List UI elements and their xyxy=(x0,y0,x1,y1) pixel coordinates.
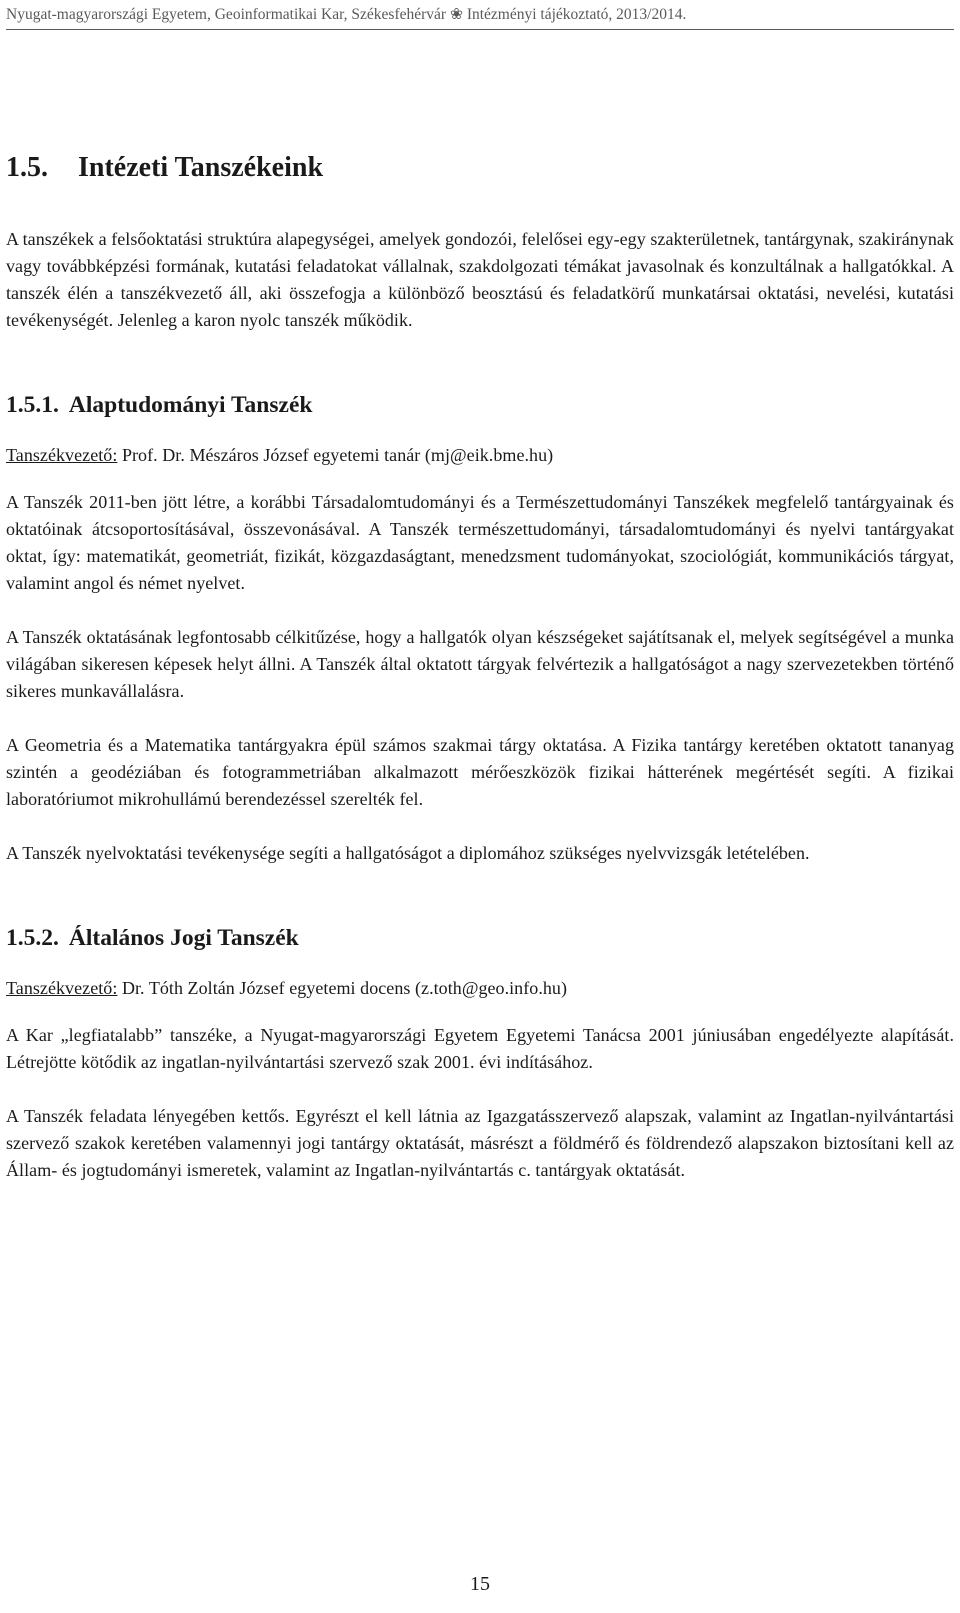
subsection-heading xyxy=(6,390,954,420)
subsection-alaptudomanyi xyxy=(6,390,954,867)
department-head-value: Prof. Dr. Mészáros József egyetemi tanár (mj@eik.bme.hu) xyxy=(117,445,554,465)
subsection-heading xyxy=(6,923,954,953)
running-header: Nyugat-magyarországi Egyetem, Geoinformatikai Kar, Székesfehérvár ❀ Intézményi tájékoztató, 2013/2014. xyxy=(6,5,954,30)
subsection-number: 1.5.2. xyxy=(6,925,59,951)
body-paragraph: A Kar „legfiatalabb” tanszéke, a Nyugat-magyarországi Egyetem Egyetemi Tanácsa 2001 júniusában engedélyezte alapítását. Létrejötte kötődik az ingatlan-nyilvántartási szervező szak 2001. évi indításához. xyxy=(6,1025,954,1072)
department-head-line xyxy=(6,442,954,469)
department-head-line xyxy=(6,975,954,1002)
department-head-label: Tanszékvezető: xyxy=(6,445,118,465)
body-paragraph: A Tanszék feladata lényegében kettős. Egyrészt el kell látnia az Igazgatásszervező alapszak, valamint az Ingatlan-nyilvántartási szervező szakok keretében valamennyi jogi tantárgy oktatását, másrészt a földmérő és földrendező alapszakon biztosítani kell az Állam- és jogtudományi ismeretek, valamint az Ingatlan-nyilvántartás c. tantárgyak oktatását. xyxy=(6,1106,954,1180)
subsection-title: Alaptudományi Tanszék xyxy=(68,392,313,418)
subsection-altalanos-jogi xyxy=(6,923,954,1184)
department-head-value: Dr. Tóth Zoltán József egyetemi docens (z.toth@geo.info.hu) xyxy=(117,978,568,998)
section-title: Intézeti Tanszékeink xyxy=(78,152,324,183)
body-paragraph: A Tanszék 2011-ben jött létre, a korábbi Társadalomtudományi és a Természettudományi Tanszékek megfelelő tantárgyainak és oktatóinak átcsoportosításával, összevonásával. A Tanszék természettudományi, társadalomtudományi és nyelvi tantárgyakat oktat, így: matematikát, geometriát, fizikát, közgazdaságtant, menedzsment tudományokat, szociológiát, kommunikációs tárgyat, valamint angol és német nyelvet. xyxy=(6,492,954,593)
document-body xyxy=(6,150,954,1211)
department-head-label: Tanszékvezető: xyxy=(6,978,118,998)
subsection-number: 1.5.1. xyxy=(6,392,59,418)
body-paragraph: A Tanszék nyelvoktatási tevékenysége segíti a hallgatóságot a diplomához szükséges nyelvvizsgák letételében. xyxy=(6,843,810,863)
subsection-title: Általános Jogi Tanszék xyxy=(68,925,299,951)
page-number: 15 xyxy=(470,1573,490,1595)
section-heading xyxy=(6,150,954,186)
body-paragraph: A Tanszék oktatásának legfontosabb célkitűzése, hogy a hallgatók olyan készségeket sajátítsanak el, melyek segítségével a munka világában sikeresen képesek helyt állni. A Tanszék által oktatott tárgyak felvértezik a hallgatóságot a nagy szervezetekben történő sikeres munkavállalásra. xyxy=(6,627,954,701)
section-intro-paragraph: A tanszékek a felsőoktatási struktúra alapegységei, amelyek gondozói, felelősei egy-egy szakterületnek, tantárgynak, szakiránynak vagy továbbképzési formának, kutatási feladatokat vállalnak, szakdolgozati témákat javasolnak és konzultálnak a hallgatókkal. A tanszék élén a tanszékvezető áll, aki összefogja a különböző beosztású és feladatkörű munkatársai oktatási, nevelési, kutatási tevékenységét. Jelenleg a karon nyolc tanszék működik. xyxy=(6,229,954,330)
body-paragraph: A Geometria és a Matematika tantárgyakra épül számos szakmai tárgy oktatása. A Fizika tantárgy keretében oktatott tananyag szintén a geodéziában és fotogrammetriában alkalmazott mérőeszközök fizikai hátterének megértését segíti. A fizikai laboratóriumot mikrohullámú berendezéssel szerelték fel. xyxy=(6,735,954,809)
section-number: 1.5. xyxy=(6,152,48,183)
